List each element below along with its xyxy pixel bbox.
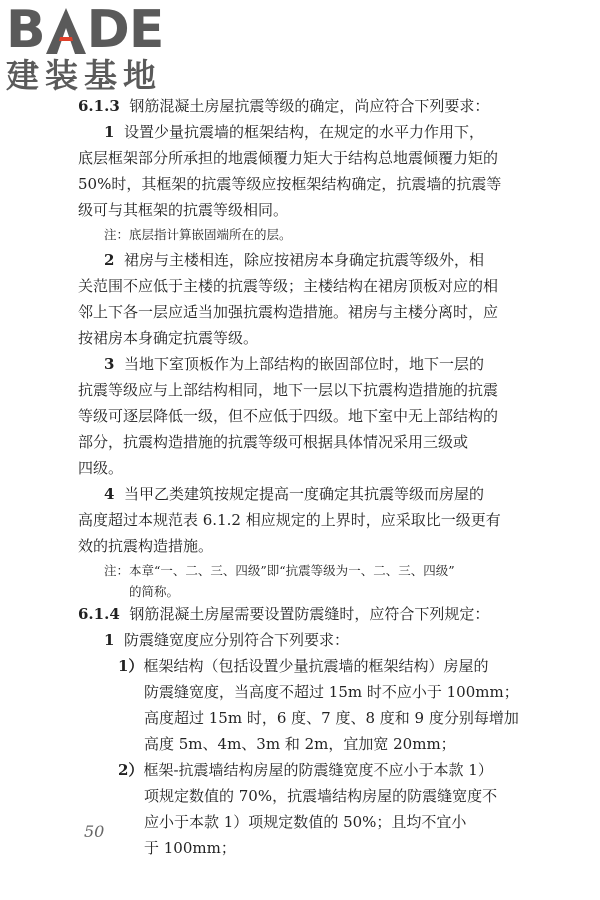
note-text: 底层指计算嵌固端所在的层。 (129, 227, 292, 242)
subitem-line (118, 656, 488, 676)
subitem-text: 框架结构（包括设置少量抗震墙的框架结构）房屋的 (143, 657, 489, 675)
subitem-line: 高度超过 15m 时，6 度、7 度、8 度和 9 度分别每增加 (144, 709, 519, 727)
item-text: 防震缝宽度应分别符合下列要求： (123, 631, 349, 649)
item-line: 等级可逐层降低一级，但不应低于四级。地下室中无上部结构的 (78, 407, 499, 425)
subitem-line: 防震缝宽度，当高度不超过 15m 时不应小于 100mm； (144, 683, 519, 701)
subitem-number: 2） (118, 761, 144, 779)
note (104, 561, 455, 581)
item-number: 4 (104, 485, 115, 503)
item-line: 高度超过本规范表 6.1.2 相应规定的上界时，应采取比一级更有 (78, 511, 501, 529)
item-line: 邻上下各一层应适当加强抗震构造措施。裙房与主楼分离时，应 (78, 303, 499, 321)
item-line: 关范围不应低于主楼的抗震等级；主楼结构在裙房顶板对应的相 (78, 277, 499, 295)
subitem-line: 项规定数值的 70%，抗震墙结构房屋的防震缝宽度不 (144, 787, 498, 805)
section-number: 6.1.3 (78, 97, 120, 115)
item-line: 底层框架部分所承担的地震倾覆力矩大于结构总地震倾覆力矩的 (78, 149, 499, 167)
subitem-number: 1） (118, 657, 144, 675)
item-line (104, 354, 484, 374)
note-text: 本章“一、二、三、四级”即“抗震等级为一、二、三、四级” (129, 563, 455, 578)
subitem-line: 高度 5m、4m、3m 和 2m，宜加宽 20mm； (144, 735, 456, 753)
item-line: 按裙房本身确定抗震等级。 (78, 329, 259, 347)
item-line: 效的抗震构造措施。 (78, 537, 214, 555)
section-title: 钢筋混凝土房屋抗震等级的确定，尚应符合下列要求： (129, 97, 490, 115)
logo-letter-b: B (6, 0, 45, 60)
item-text: 当地下室顶板作为上部结构的嵌固部位时，地下一层的 (123, 355, 484, 373)
subitem-line (118, 760, 493, 780)
subitem-line: 于 100mm； (144, 839, 236, 857)
note (104, 225, 292, 245)
note-label: 注： (104, 227, 130, 242)
logo-subtitle: 建装基地 (6, 56, 162, 95)
item-line (104, 630, 349, 650)
section-number: 6.1.4 (78, 605, 120, 623)
item-line: 抗震等级应与上部结构相同，地下一层以下抗震构造措施的抗震 (78, 381, 499, 399)
item-line: 50%时，其框架的抗震等级应按框架结构确定，抗震墙的抗震等 (78, 175, 502, 193)
item-line (104, 250, 484, 270)
item-line: 四级。 (78, 459, 124, 477)
item-number: 1 (104, 123, 115, 141)
section-title: 钢筋混凝土房屋需要设置防震缝时，应符合下列规定： (129, 605, 490, 623)
item-number: 2 (104, 251, 115, 269)
logo-letter-d: D (86, 0, 129, 60)
item-text: 当甲乙类建筑按规定提高一度确定其抗震等级而房屋的 (123, 485, 484, 503)
subitem-line: 应小于本款 1）项规定数值的 50%；且均不宜小 (144, 813, 467, 831)
page-number: 50 (84, 822, 105, 841)
item-number: 1 (104, 631, 115, 649)
item-line: 部分，抗震构造措施的抗震等级可根据具体情况采用三级或 (78, 433, 469, 451)
note-line: 的简称。 (129, 584, 180, 599)
subitem-text: 框架-抗震墙结构房屋的防震缝宽度不应小于本款 1） (143, 761, 493, 779)
item-line (104, 122, 484, 142)
item-line: 级可与其框架的抗震等级相同。 (78, 201, 289, 219)
item-text: 裙房与主楼相连，除应按裙房本身确定抗震等级外，相 (123, 251, 484, 269)
section-heading (78, 604, 489, 624)
item-text: 设置少量抗震墙的框架结构，在规定的水平力作用下， (123, 123, 484, 141)
note-label: 注： (104, 563, 130, 578)
item-line (104, 484, 484, 504)
logo-letter-e: E (128, 0, 164, 60)
section-heading (78, 96, 489, 116)
item-number: 3 (104, 355, 115, 373)
